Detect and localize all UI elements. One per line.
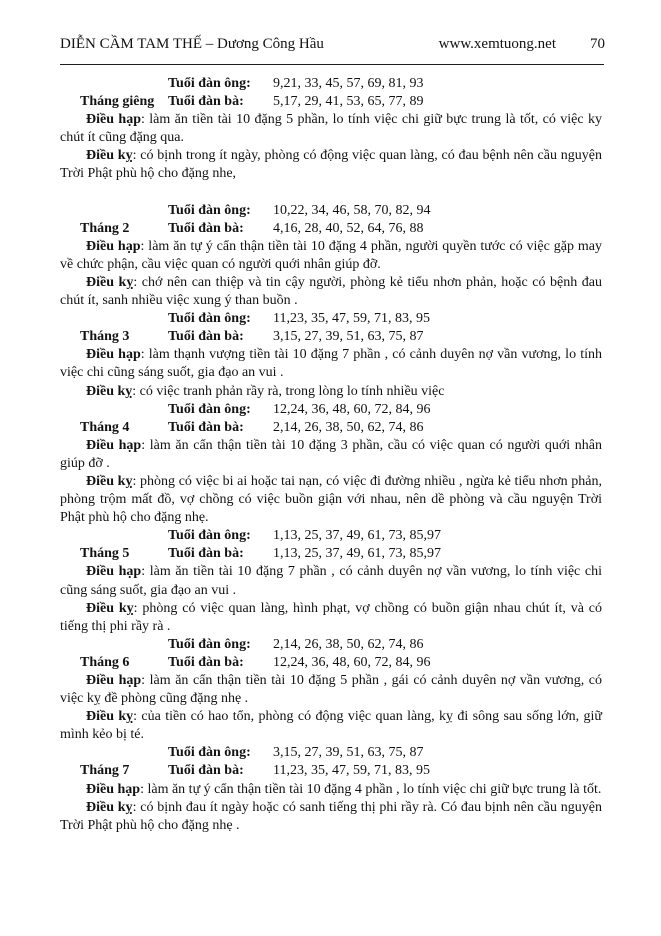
month-section [60, 636, 602, 745]
men-age-row [60, 202, 602, 220]
women-age-row [60, 654, 602, 672]
ky-label: Điều kỵ [86, 600, 134, 616]
ky-paragraph [60, 600, 602, 636]
women-age-values: 11,23, 35, 47, 59, 71, 83, 95 [273, 763, 430, 779]
month-name-spacer [60, 527, 168, 545]
header-rule [60, 64, 604, 65]
women-age-values: 5,17, 29, 41, 53, 65, 77, 89 [273, 94, 424, 110]
hap-label: Điều hạp [86, 564, 142, 580]
hap-text: : làm ăn cẩn thận tiền tài 10 đặng 5 phần , gái có cảnh duyên nợ vần vương, có việc kỵ đề phòng cũng đặng nhẹ . [60, 673, 602, 707]
men-age-values: 2,14, 26, 38, 50, 62, 74, 86 [273, 636, 424, 652]
men-age-values: 12,24, 36, 48, 60, 72, 84, 96 [273, 401, 431, 417]
men-age-label: Tuổi đàn ông: [168, 528, 251, 544]
men-age-row [60, 75, 602, 93]
document-title: DIỄN CẦM TAM THẾ – Dương Công Hầu [60, 36, 324, 52]
women-age-label: Tuổi đàn bà: [168, 220, 244, 236]
month-name: Tháng 6 [80, 654, 130, 670]
men-age-row [60, 527, 602, 545]
month-name-spacer [60, 310, 168, 328]
month-section [60, 202, 602, 311]
ky-text: : có bịnh đau ít ngày hoặc có sanh tiếng thị phi rầy rà. Có đau bịnh nên cầu nguyện Trời Phật phù hộ cho đặng nhẹ . [60, 799, 602, 833]
men-age-label: Tuổi đàn ông: [168, 202, 251, 218]
hap-paragraph [60, 672, 602, 708]
men-age-values: 9,21, 33, 45, 57, 69, 81, 93 [273, 76, 424, 91]
hap-paragraph [60, 437, 602, 473]
ky-label: Điều kỵ [86, 148, 133, 164]
hap-paragraph [60, 238, 602, 274]
ky-label: Điều kỵ [86, 473, 133, 489]
hap-label: Điều hạp [86, 437, 142, 453]
ky-paragraph [60, 708, 602, 744]
hap-text: : làm ăn tiền tài 10 đặng 5 phần, lo tính việc chi giữ bực trung là tốt, có việc ky chút ít cũng đặng qua. [60, 112, 602, 146]
hap-text: : làm ăn cẩn thận tiền tài 10 đặng 3 phần, cầu có việc quan có người quới nhân giúp đỡ . [60, 437, 602, 471]
women-age-values: 1,13, 25, 37, 49, 61, 73, 85,97 [273, 546, 441, 562]
women-age-values: 2,14, 26, 38, 50, 62, 74, 86 [273, 419, 424, 435]
hap-text: : làm ăn tự ý cẩn thận tiền tài 10 đặng 4 phần, người quyền tước có việc gặp may về chức phận, cầu việc quan có người quới nhân giúp đỡ. [60, 238, 602, 272]
ky-text: : có việc tranh phản rầy rà, trong lòng lo tính nhiều việc [132, 383, 445, 399]
men-age-values: 10,22, 34, 46, 58, 70, 82, 94 [273, 202, 431, 218]
women-age-row [60, 419, 602, 437]
month-name: Tháng 5 [80, 546, 130, 562]
month-name-spacer [60, 75, 168, 93]
women-age-row [60, 93, 602, 111]
ky-label: Điều kỵ [86, 709, 134, 725]
men-age-label: Tuổi đàn ông: [168, 401, 251, 417]
site-url: www.xemtuong.net [438, 36, 556, 52]
month-name-spacer [60, 636, 168, 654]
women-age-label: Tuổi đàn bà: [168, 329, 244, 345]
month-section [60, 310, 602, 400]
women-age-label: Tuổi đàn bà: [168, 94, 244, 110]
hap-paragraph [60, 111, 602, 147]
women-age-row [60, 328, 602, 346]
women-age-row [60, 545, 602, 563]
month-name: Tháng 2 [80, 220, 130, 236]
men-age-row [60, 401, 602, 419]
hap-text: : làm thạnh vượng tiền tài 10 đặng 7 phần , có cảnh duyên nợ vần vương, lo tính việc chi cũng sáng suốt, gia đạo an vui . [60, 347, 602, 381]
men-age-values: 1,13, 25, 37, 49, 61, 73, 85,97 [273, 528, 441, 544]
hap-label: Điều hạp [86, 781, 141, 797]
women-age-values: 12,24, 36, 48, 60, 72, 84, 96 [273, 654, 431, 670]
page-number: 70 [590, 36, 605, 52]
men-age-label: Tuổi đàn ông: [168, 76, 251, 91]
women-age-label: Tuổi đàn bà: [168, 419, 244, 435]
hap-paragraph [60, 346, 602, 382]
ky-paragraph [60, 147, 602, 183]
hap-label: Điều hạp [86, 673, 142, 688]
month-name: Tháng 7 [80, 763, 130, 779]
ky-label: Điều kỵ [86, 799, 133, 815]
month-section [60, 75, 602, 184]
ky-paragraph [60, 473, 602, 527]
month-section [60, 744, 602, 834]
hap-label: Điều hạp [86, 112, 141, 128]
women-age-values: 3,15, 27, 39, 51, 63, 75, 87 [273, 329, 424, 345]
ky-text: : của tiền có hao tổn, phòng có động việc quan làng, kỵ đi sông sau sống lớn, giữ mình kẻo bị té. [60, 709, 602, 743]
ky-paragraph [60, 799, 602, 835]
men-age-label: Tuổi đàn ông: [168, 311, 251, 327]
page-body [60, 75, 602, 835]
hap-paragraph [60, 563, 602, 599]
hap-label: Điều hạp [86, 347, 141, 363]
women-age-row [60, 762, 602, 780]
month-name-spacer [60, 202, 168, 220]
hap-label: Điều hạp [86, 238, 141, 254]
ky-paragraph [60, 274, 602, 310]
page-header [60, 36, 605, 53]
month-section [60, 527, 602, 636]
men-age-row [60, 636, 602, 654]
month-name: Tháng 4 [80, 419, 130, 435]
men-age-label: Tuổi đàn ông: [168, 745, 251, 761]
month-name: Tháng 3 [80, 329, 130, 345]
section-gap [60, 184, 602, 202]
ky-text: : chớ nên can thiệp và tin cậy người, phòng kẻ tiểu nhơn phản, hoặc có bệnh đau chút ít, sanh nhiều việc xung ý than buồn . [60, 274, 602, 309]
ky-text: : phòng có việc bi ai hoặc tai nạn, có việc đi đường nhiều , ngừa kẻ tiểu nhơn phản, phòng trộm mất đồ, vợ chồng có việc buồn giận với nhau, nên dề phòng và cầu nguyện Trời Phật phù hộ cho đặng nhẹ. [60, 473, 602, 526]
men-age-values: 11,23, 35, 47, 59, 71, 83, 95 [273, 311, 430, 327]
month-name-spacer [60, 744, 168, 762]
month-name-spacer [60, 401, 168, 419]
month-name: Tháng giêng [80, 94, 155, 110]
hap-text: : làm ăn tự ý cẩn thận tiền tài 10 đặng 4 phần , lo tính việc chi giữ bực trung là tốt. [140, 781, 602, 797]
men-age-label: Tuổi đàn ông: [168, 636, 251, 652]
women-age-row [60, 220, 602, 238]
men-age-values: 3,15, 27, 39, 51, 63, 75, 87 [273, 745, 424, 761]
women-age-label: Tuổi đàn bà: [168, 654, 244, 670]
ky-text: : phòng có việc quan làng, hình phạt, vợ chồng có buồn giận nhau chút ít, và có tiếng thị phi rầy rà . [60, 600, 602, 634]
women-age-label: Tuổi đàn bà: [168, 763, 244, 779]
men-age-row [60, 310, 602, 328]
month-section [60, 401, 602, 528]
hap-text: : làm ăn tiền tài 10 đặng 7 phần , có cảnh duyên nợ vần vương, lo tính việc chi cũng sáng suốt, gia đạo an vui . [60, 564, 602, 598]
ky-label: Điều kỵ [86, 274, 134, 290]
hap-paragraph [60, 781, 602, 799]
men-age-row [60, 744, 602, 762]
ky-text: : có bịnh trong ít ngày, phòng có động việc quan làng, có đau bệnh nên cầu nguyện Trời Phật phù hộ cho đặng nhe, [60, 148, 602, 182]
ky-label: Điều kỵ [86, 383, 133, 399]
women-age-label: Tuổi đàn bà: [168, 546, 244, 562]
ky-paragraph [60, 383, 602, 401]
women-age-values: 4,16, 28, 40, 52, 64, 76, 88 [273, 220, 424, 236]
